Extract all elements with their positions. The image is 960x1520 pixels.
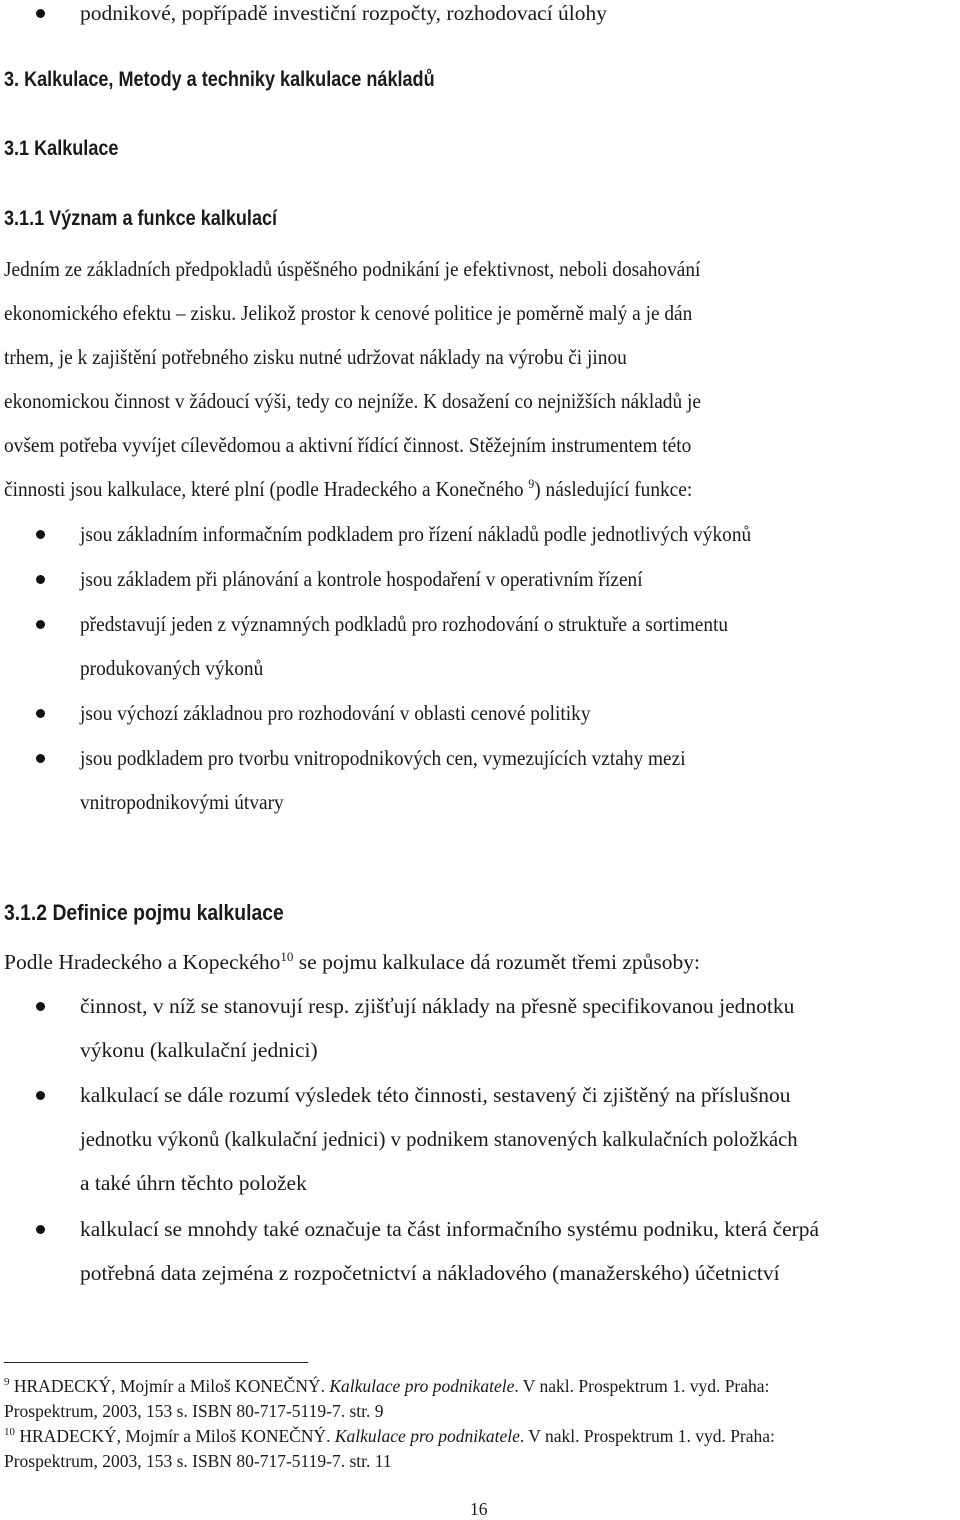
list-item: podnikové, popřípadě investiční rozpočty, rozhodovací úlohy xyxy=(80,1,608,25)
paragraph-line: ekonomickou činnost v žádoucí výši, tedy co nejníže. K dosažení co nejnižších nákladů je xyxy=(4,389,701,413)
list-item: kalkulací se mnohdy také označuje ta část informačního systému podniku, která čerpá xyxy=(80,1217,820,1241)
paragraph-line: ovšem potřeba vyvíjet cílevědomou a aktivní řídící činnost. Stěžejním instrumentem této xyxy=(4,433,692,457)
list-item: činnost, v níž se stanovují resp. zjišťují náklady na přesně specifikovanou jednotku xyxy=(80,994,795,1018)
footnote xyxy=(4,1426,775,1447)
footnote-continued: Prospektrum, 2003, 153 s. ISBN 80-717-5119-7. str. 11 xyxy=(4,1451,392,1471)
footnote-title: Kalkulace pro podnikatele xyxy=(334,1426,520,1446)
paragraph-line-with-ref xyxy=(4,477,692,502)
footnote-title: Kalkulace pro podnikatele xyxy=(329,1376,515,1396)
footnote-continued: Prospektrum, 2003, 153 s. ISBN 80-717-5119-7. str. 9 xyxy=(4,1401,384,1421)
heading-3-1: 3.1 Kalkulace xyxy=(4,137,119,160)
paragraph-text: se pojmu kalkulace dá rozumět třemi způsoby: xyxy=(293,950,700,974)
list-item-continued: produkovaných výkonů xyxy=(80,656,264,680)
heading-3-1-2: 3.1.2 Definice pojmu kalkulace xyxy=(4,900,284,925)
footnote xyxy=(4,1376,769,1397)
footnote-author: HRADECKÝ, Mojmír a Miloš KONEČNÝ. xyxy=(9,1376,330,1396)
paragraph-text: ) následující funkce: xyxy=(534,477,693,501)
footnote-ref[interactable]: 9 xyxy=(528,475,535,491)
footnote-publisher: . V nakl. Prospektrum 1. vyd. Praha: xyxy=(514,1376,770,1396)
list-item: kalkulací se dále rozumí výsledek této činnosti, sestavený či zjištěný na příslušnou xyxy=(80,1083,791,1107)
paragraph-text: činnosti jsou kalkulace, které plní (podle Hradeckého a Konečného xyxy=(4,477,529,501)
bullet-icon xyxy=(36,1091,45,1100)
bullet-icon xyxy=(36,530,45,539)
bullet-icon xyxy=(36,709,45,718)
footnote-author: HRADECKÝ, Mojmír a Miloš KONEČNÝ. xyxy=(15,1426,335,1446)
list-item-continued: a také úhrn těchto položek xyxy=(80,1171,307,1195)
bullet-icon xyxy=(36,9,45,18)
list-item: jsou základem při plánování a kontrole hospodaření v operativním řízení xyxy=(80,567,643,591)
list-item: jsou základním informačním podkladem pro řízení nákladů podle jednotlivých výkonů xyxy=(80,522,752,546)
footnote-number: 10 xyxy=(4,1426,15,1439)
bullet-icon xyxy=(36,1225,45,1234)
paragraph-line: trhem, je k zajištění potřebného zisku nutné udržovat náklady na výrobu či jinou xyxy=(4,345,627,369)
list-item: jsou podkladem pro tvorbu vnitropodnikových cen, vymezujících vztahy mezi xyxy=(80,746,686,770)
footnote-publisher: . V nakl. Prospektrum 1. vyd. Praha: xyxy=(519,1426,775,1446)
heading-3-1-1: 3.1.1 Význam a funkce kalkulací xyxy=(4,207,278,230)
bullet-icon xyxy=(36,620,45,629)
list-item-continued: výkonu (kalkulační jednici) xyxy=(80,1038,318,1062)
bullet-icon xyxy=(36,1002,45,1011)
page-number: 16 xyxy=(470,1499,488,1519)
footnote-number: 9 xyxy=(4,1376,10,1389)
heading-3: 3. Kalkulace, Metody a techniky kalkulace nákladů xyxy=(4,68,435,91)
list-item: jsou výchozí základnou pro rozhodování v oblasti cenové politiky xyxy=(80,701,591,725)
footnote-separator xyxy=(4,1362,308,1363)
list-item: představují jeden z významných podkladů pro rozhodování o struktuře a sortimentu xyxy=(80,612,729,636)
list-item-continued: vnitropodnikovými útvary xyxy=(80,790,284,814)
bullet-icon xyxy=(36,575,45,584)
list-item-continued: potřebná data zejména z rozpočetnictví a nákladového (manažerského) účetnictví xyxy=(80,1261,780,1285)
list-item-continued: jednotku výkonů (kalkulační jednici) v podnikem stanovených kalkulačních položkách xyxy=(80,1127,798,1151)
paragraph-text: Podle Hradeckého a Kopeckého xyxy=(4,950,281,974)
paragraph-line: ekonomického efektu – zisku. Jelikož prostor k cenové politice je poměrně malý a je dán xyxy=(4,301,693,325)
paragraph-line: Jedním ze základních předpokladů úspěšného podnikání je efektivnost, neboli dosahování xyxy=(4,257,701,281)
bullet-icon xyxy=(36,754,45,763)
paragraph-line-with-ref xyxy=(4,950,700,975)
footnote-ref[interactable]: 10 xyxy=(280,948,294,964)
